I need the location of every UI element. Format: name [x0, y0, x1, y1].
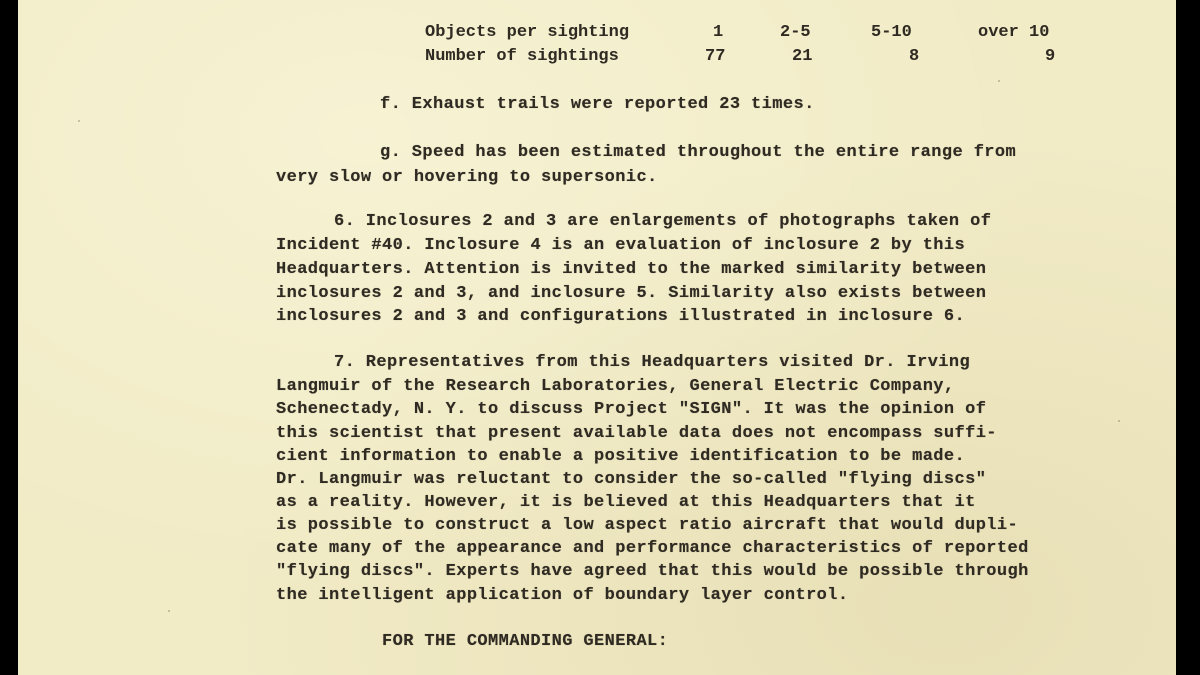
paper-speck	[168, 610, 170, 612]
table-cell: 9	[1045, 47, 1056, 66]
paragraph-7-line: cient information to enable a positive identification to be made.	[276, 447, 966, 466]
paragraph-7-line: as a reality. However, it is believed at this Headquarters that it	[276, 493, 976, 512]
paragraph-6-line: 6. Inclosures 2 and 3 are enlargements of photographs taken of	[334, 212, 992, 231]
paragraph-6-line: Incident #40. Inclosure 4 is an evaluation of inclosure 2 by this	[276, 236, 966, 255]
paragraph-6-line: inclosures 2 and 3 and configurations illustrated in inclosure 6.	[276, 307, 966, 326]
paragraph-g-line: g. Speed has been estimated throughout the entire range from	[380, 143, 1017, 162]
table-cell: 21	[792, 47, 813, 66]
paragraph-7-line: "flying discs". Experts have agreed that this would be possible through	[276, 562, 1029, 581]
paragraph-7-line: cate many of the appearance and performance characteristics of reported	[276, 539, 1029, 558]
table-cell: 8	[909, 47, 920, 66]
closing-line: FOR THE COMMANDING GENERAL:	[382, 632, 669, 651]
paper-speck	[998, 80, 1000, 82]
table-header-cell: 5-10	[871, 23, 912, 42]
paragraph-6-line: inclosures 2 and 3, and inclosure 5. Similarity also exists between	[276, 284, 987, 303]
table-header-cell: 2-5	[780, 23, 811, 42]
table-header-label: Objects per sighting	[425, 23, 630, 42]
paragraph-7-line: Schenectady, N. Y. to discuss Project "SIGN". It was the opinion of	[276, 400, 987, 419]
paragraph-7-line: Dr. Langmuir was reluctant to consider the so-called "flying discs"	[276, 470, 987, 489]
table-header-cell: over 10	[978, 23, 1050, 42]
paragraph-f: f. Exhaust trails were reported 23 times.	[380, 95, 815, 114]
paragraph-7-line: Langmuir of the Research Laboratories, General Electric Company,	[276, 377, 955, 396]
table-header-row	[18, 23, 1176, 43]
table-header-cell: 1	[713, 23, 724, 42]
paragraph-g-line: very slow or hovering to supersonic.	[276, 168, 658, 187]
paper-speck	[78, 120, 80, 122]
paragraph-7-line: 7. Representatives from this Headquarters visited Dr. Irving	[334, 353, 971, 372]
paper-speck	[1118, 420, 1120, 422]
paragraph-6-line: Headquarters. Attention is invited to the marked similarity between	[276, 260, 987, 279]
paragraph-7-line: is possible to construct a low aspect ratio aircraft that would dupli-	[276, 516, 1019, 535]
paragraph-7-line: this scientist that present available data does not encompass suffi-	[276, 424, 997, 443]
table-cell: 77	[705, 47, 726, 66]
paragraph-7-line: the intelligent application of boundary layer control.	[276, 586, 849, 605]
table-row-label: Number of sightings	[425, 47, 619, 66]
table-data-row	[18, 47, 1176, 67]
typed-memo-page	[18, 0, 1176, 675]
